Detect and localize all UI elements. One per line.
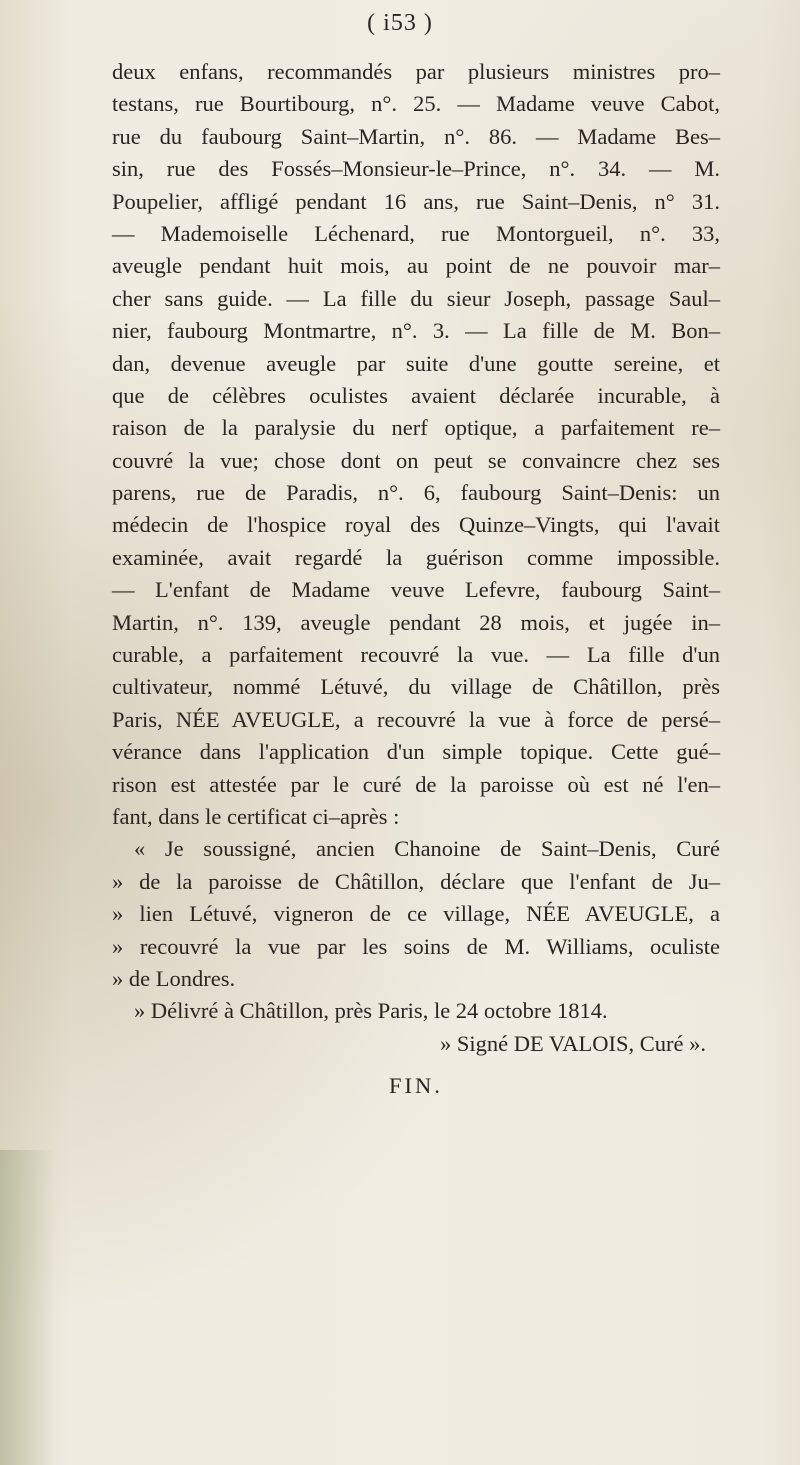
closing-fin: FIN. (389, 1073, 443, 1099)
text-line: Martin, n°. 139, aveugle pendant 28 mois, et jugée in– (112, 609, 720, 635)
text-line: que de célèbres oculistes avaient déclarée incurable, à (112, 382, 720, 408)
quote-line: « Je soussigné, ancien Chanoine de Saint–Denis, Curé (134, 836, 720, 862)
body-text (112, 56, 720, 1103)
text-line: fant, dans le certificat ci–après : (112, 803, 400, 829)
text-line: nier, faubourg Montmartre, n°. 3. — La fille de M. Bon– (112, 318, 720, 344)
text-line: raison de la paralysie du nerf optique, a parfaitement re– (112, 415, 720, 441)
text-line: testans, rue Bourtibourg, n°. 25. — Madame veuve Cabot, (112, 91, 720, 117)
text-line: rue du faubourg Saint–Martin, n°. 86. — Madame Bes– (112, 123, 720, 149)
text-line: couvré la vue; chose dont on peut se convaincre chez ses (112, 447, 720, 473)
text-line: vérance dans l'application d'un simple topique. Cette gué– (112, 739, 720, 765)
text-line: dan, devenue aveugle par suite d'une goutte sereine, et (112, 350, 720, 376)
quote-line: » recouvré la vue par les soins de M. Williams, oculiste (112, 933, 720, 959)
text-line: — Mademoiselle Léchenard, rue Montorgueil, n°. 33, (112, 220, 720, 246)
quote-line: » de Londres. (112, 965, 236, 991)
text-line: parens, rue de Paradis, n°. 6, faubourg Saint–Denis: un (112, 480, 720, 506)
quote-line: » lien Létuvé, vigneron de ce village, NÉE AVEUGLE, a (112, 901, 720, 927)
text-line: sin, rue des Fossés–Monsieur-le–Prince, n°. 34. — M. (112, 156, 720, 182)
text-line: curable, a parfaitement recouvré la vue. — La fille d'un (112, 642, 720, 668)
signature-line: » Signé DE VALOIS, Curé ». (439, 1030, 706, 1056)
text-line: deux enfans, recommandés par plusieurs ministres pro– (112, 59, 720, 84)
text-line: aveugle pendant huit mois, au point de ne pouvoir mar– (112, 253, 720, 279)
text-line: médecin de l'hospice royal des Quinze–Vingts, qui l'avait (112, 512, 720, 538)
page-stain (0, 1150, 55, 1465)
page-number-header: ( i53 ) (367, 10, 433, 36)
text-line: Paris, NÉE AVEUGLE, a recouvré la vue à force de persé– (112, 706, 720, 732)
quote-line: » Délivré à Châtillon, près Paris, le 24 octobre 1814. (134, 998, 608, 1024)
text-line: cher sans guide. — La fille du sieur Joseph, passage Saul– (112, 285, 720, 311)
text-line: cultivateur, nommé Létuvé, du village de Châtillon, près (112, 674, 720, 700)
text-line: examinée, avait regardé la guérison comme impossible. (112, 544, 720, 570)
text-line: rison est attestée par le curé de la paroisse où est né l'en– (112, 771, 720, 797)
text-line: — L'enfant de Madame veuve Lefevre, faubourg Saint– (112, 577, 720, 603)
quote-line: » de la paroisse de Châtillon, déclare que l'enfant de Ju– (112, 868, 720, 894)
text-line: Poupelier, affligé pendant 16 ans, rue Saint–Denis, n° 31. (112, 188, 720, 214)
